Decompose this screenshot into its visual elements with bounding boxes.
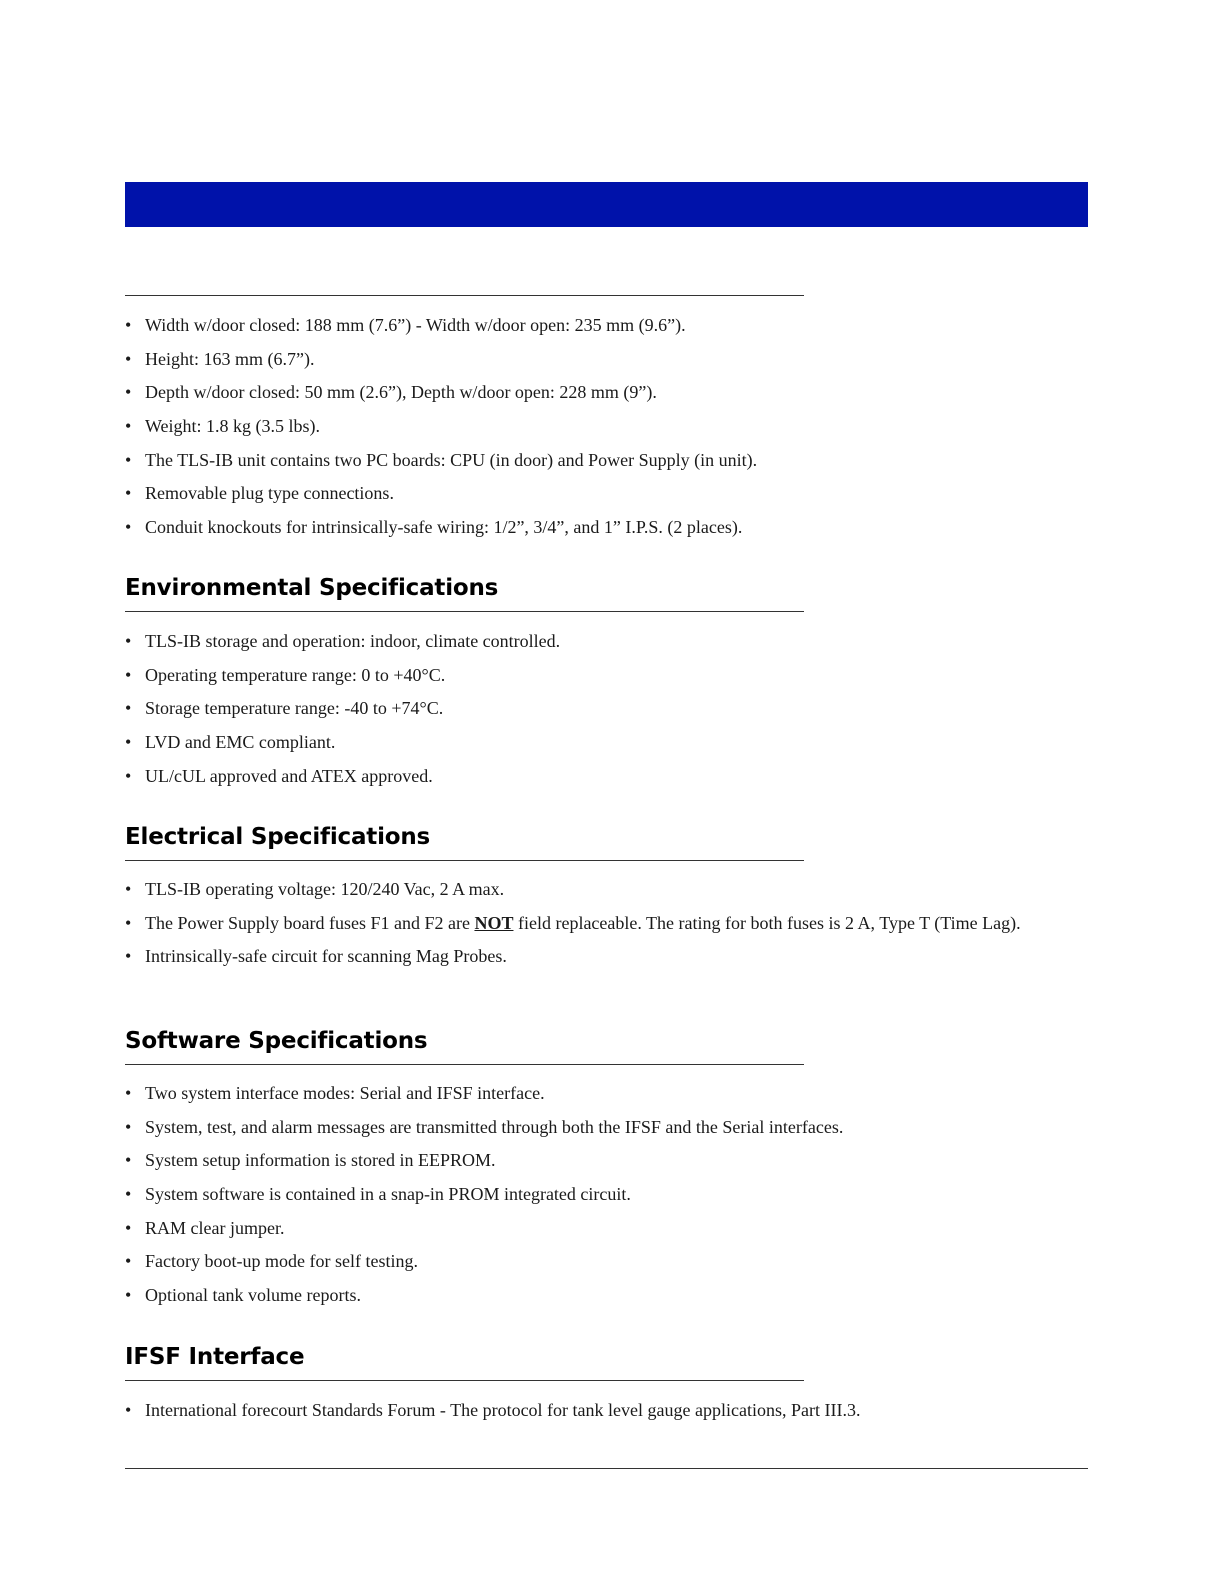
list-item: • Intrinsically-safe circuit for scanning Mag Probes. — [125, 946, 507, 967]
list-item: • Width w/door closed: 188 mm (7.6”) - Width w/door open: 235 mm (9.6”). — [125, 315, 686, 335]
emphasis-not: NOT — [474, 912, 514, 933]
list-item: • System, test, and alarm messages are transmitted through both the IFSF and the Serial interfaces. — [125, 1116, 844, 1137]
physical-spec-list — [125, 314, 1075, 550]
software-spec-list — [125, 1082, 1075, 1318]
electrical-heading: Electrical Specifications — [125, 824, 431, 850]
section-rule-ifsf — [125, 1380, 804, 1381]
header-banner — [125, 182, 1088, 227]
section-rule-environmental — [125, 611, 804, 612]
section-rule-physical — [125, 295, 804, 296]
list-item: • Operating temperature range: 0 to +40°C. — [125, 664, 446, 685]
list-item: • LVD and EMC compliant. — [125, 732, 336, 753]
environmental-heading: Environmental Specifications — [125, 575, 499, 601]
list-item: • Conduit knockouts for intrinsically-safe wiring: 1/2”, 3/4”, and 1” I.P.S. (2 places). — [125, 517, 743, 538]
list-item: • System setup information is stored in EEPROM. — [125, 1150, 496, 1171]
list-item: • Optional tank volume reports. — [125, 1285, 361, 1306]
list-item: • System software is contained in a snap-in PROM integrated circuit. — [125, 1184, 631, 1205]
ifsf-heading: IFSF Interface — [125, 1344, 305, 1370]
list-item: • Height: 163 mm (6.7”). — [125, 348, 315, 369]
list-item: • Two system interface modes: Serial and IFSF interface. — [125, 1083, 545, 1103]
environmental-spec-list — [125, 630, 1075, 798]
list-item: • RAM clear jumper. — [125, 1217, 285, 1238]
list-item: • Factory boot-up mode for self testing. — [125, 1251, 418, 1272]
footer-rule — [125, 1468, 1088, 1469]
list-item: • Removable plug type connections. — [125, 483, 394, 504]
ifsf-spec-list — [125, 1399, 1075, 1433]
list-item: • Weight: 1.8 kg (3.5 lbs). — [125, 416, 321, 437]
section-rule-electrical — [125, 860, 804, 861]
list-item: • The Power Supply board fuses F1 and F2 are NOT field replaceable. The rating for both fuses is 2 A, Type T (Time Lag). — [125, 912, 1021, 933]
list-item: • The TLS-IB unit contains two PC boards: CPU (in door) and Power Supply (in unit). — [125, 449, 758, 470]
software-heading: Software Specifications — [125, 1028, 428, 1054]
list-item: • International forecourt Standards Forum - The protocol for tank level gauge applications, Part III.3. — [125, 1400, 861, 1420]
electrical-spec-list — [125, 878, 1075, 979]
list-item: • TLS-IB operating voltage: 120/240 Vac, 2 A max. — [125, 879, 505, 899]
list-item: • Depth w/door closed: 50 mm (2.6”), Depth w/door open: 228 mm (9”). — [125, 382, 657, 403]
list-item: • TLS-IB storage and operation: indoor, climate controlled. — [125, 631, 561, 651]
section-rule-software — [125, 1064, 804, 1065]
list-item: • UL/cUL approved and ATEX approved. — [125, 765, 433, 786]
list-item: • Storage temperature range: -40 to +74°C. — [125, 698, 444, 719]
